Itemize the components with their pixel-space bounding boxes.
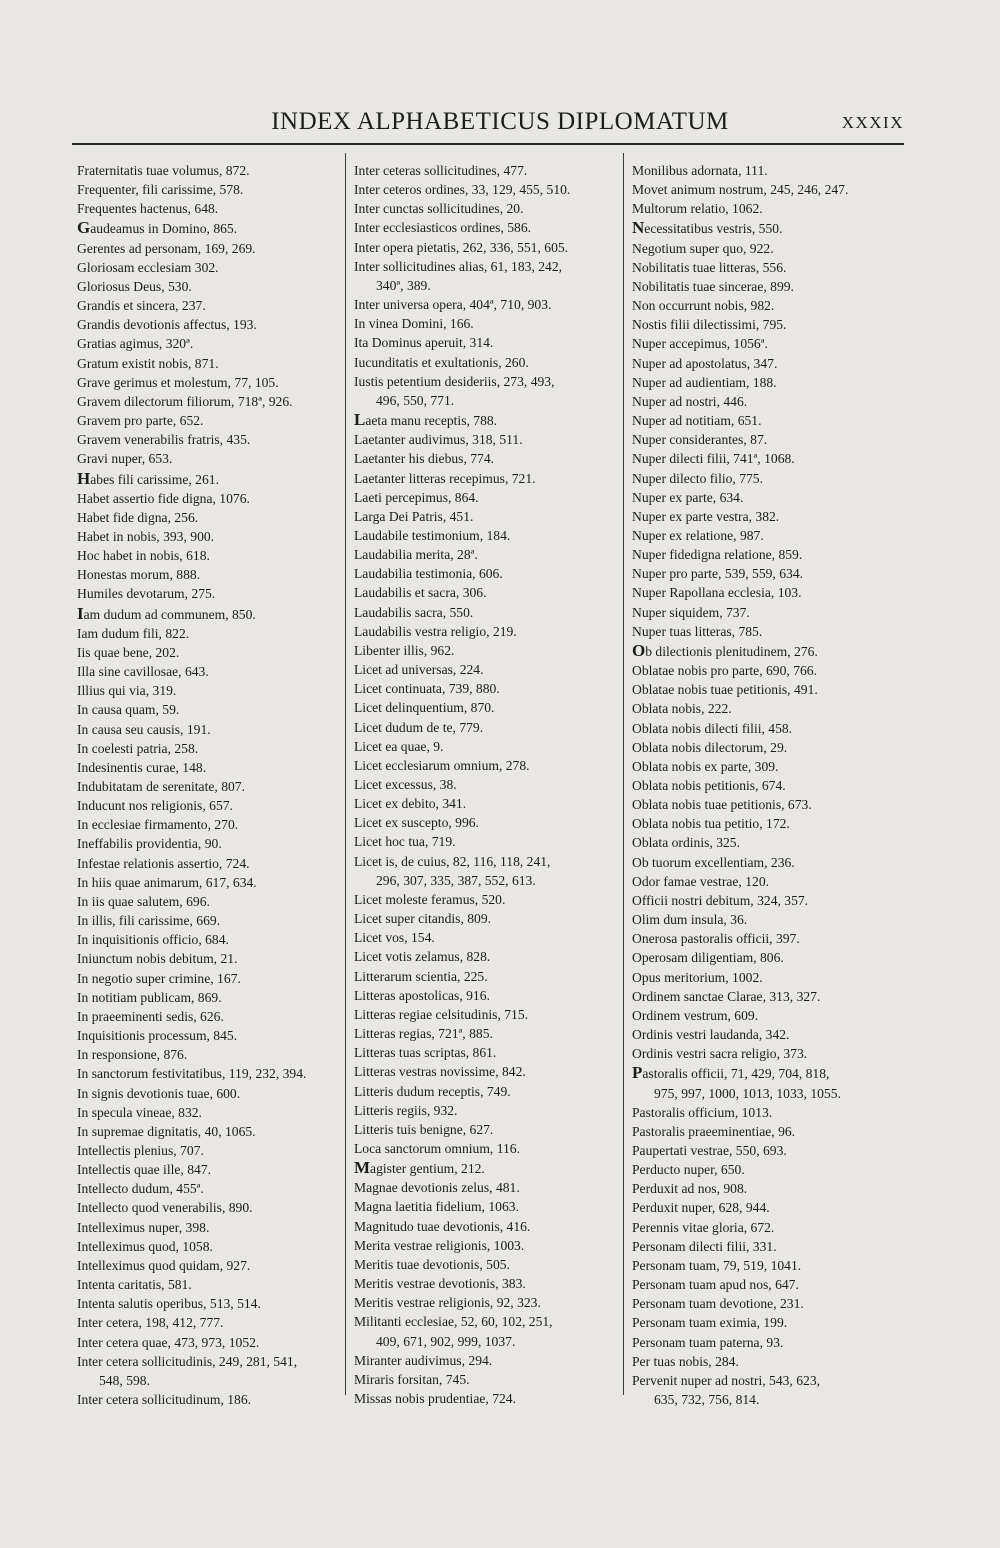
page-title: INDEX ALPHABETICUS DIPLOMATUM (271, 108, 729, 135)
index-entry: Nostis filii dilectissimi, 795. (632, 317, 787, 333)
index-entry: 496, 550, 771. (376, 392, 455, 408)
index-entry: Nuper fidedigna relatione, 859. (632, 547, 803, 563)
index-entry: Intenta salutis operibus, 513, 514. (77, 1296, 261, 1312)
index-entry: Pervenit nuper ad nostri, 543, 623, (632, 1372, 821, 1388)
index-entry: In coelesti patria, 258. (77, 740, 199, 756)
index-entry: Iis quae bene, 202. (77, 644, 180, 660)
index-entry: Movet animum nostrum, 245, 246, 247. (632, 182, 849, 198)
index-entry: Ita Dominus aperuit, 314. (354, 335, 494, 351)
index-entry: Laudabile testimonium, 184. (354, 527, 511, 543)
index-entry: Gravem pro parte, 652. (77, 413, 204, 429)
index-entry: Magna laetitia fidelium, 1063. (354, 1199, 519, 1215)
index-entry: Inter ceteras sollicitudines, 477. (354, 163, 528, 178)
index-entry: Oblata nobis dilectorum, 29. (632, 739, 788, 755)
index-entry: Iucunditatis et exultationis, 260. (354, 354, 529, 370)
index-entry: Iustis petentium desideriis, 273, 493, (354, 373, 555, 389)
index-entry: Gravem dilectorum filiorum, 718ª, 926. (77, 393, 293, 409)
index-entry: Opus meritorium, 1002. (632, 969, 763, 985)
index-entry: Licet ad universas, 224. (354, 662, 484, 678)
index-entry: Inter cunctas sollicitudines, 20. (354, 201, 524, 217)
index-entry: Nobilitatis tuae litteras, 556. (632, 259, 787, 275)
index-entry: Nuper Rapollana ecclesia, 103. (632, 585, 802, 601)
index-entry: In inquisitionis officio, 684. (77, 932, 229, 948)
index-entry: 296, 307, 335, 387, 552, 613. (376, 872, 536, 888)
index-entry: Monilibus adornata, 111. (632, 163, 768, 178)
index-entry: Magister gentium, 212. (354, 1158, 485, 1178)
index-entry: In negotio super crimine, 167. (77, 970, 241, 986)
index-entry: Laudabilis sacra, 550. (354, 604, 474, 620)
index-entry: Litterarum scientia, 225. (354, 968, 488, 984)
index-entry: Frequenter, fili carissime, 578. (77, 182, 244, 198)
index-entry: Merita vestrae religionis, 1003. (354, 1237, 525, 1253)
index-entry: Ob dilectionis plenitudinem, 276. (632, 640, 818, 660)
index-entry: Laudabilia testimonia, 606. (354, 566, 503, 582)
index-entry: Licet continuata, 739, 880. (354, 681, 500, 697)
index-entry: Inter cetera quae, 473, 973, 1052. (77, 1334, 260, 1350)
index-entry: Litteras tuas scriptas, 861. (354, 1045, 497, 1061)
index-entry: Litteras regias, 721ª, 885. (354, 1026, 493, 1042)
index-entry: Multorum relatio, 1062. (632, 201, 763, 217)
index-entry: Habet fide digna, 256. (77, 509, 199, 525)
index-entry: Illius qui via, 319. (77, 683, 177, 699)
index-entry: Onerosa pastoralis officii, 397. (632, 931, 800, 947)
index-entry: Litteris dudum receptis, 749. (354, 1083, 511, 1099)
index-entry: Licet ecclesiarum omnium, 278. (354, 757, 530, 773)
index-entry: Illa sine cavillosae, 643. (77, 664, 209, 680)
index-entry: Gravi nuper, 653. (77, 451, 173, 467)
index-entry: Nuper ex parte, 634. (632, 489, 744, 505)
index-entry: Habes fili carissime, 261. (77, 468, 219, 488)
index-entry: Miraris forsitan, 745. (354, 1371, 470, 1387)
index-entry: Ordinis vestri laudanda, 342. (632, 1027, 790, 1043)
index-entry: In ecclesiae firmamento, 270. (77, 817, 239, 833)
index-entry: Laudabilis et sacra, 306. (354, 585, 487, 601)
index-entry: Laudabilis vestra religio, 219. (354, 623, 517, 639)
index-entry: Litteris tuis benigne, 627. (354, 1121, 494, 1137)
index-entry: Habet in nobis, 393, 900. (77, 528, 215, 544)
index-entry: Inter ecclesiasticos ordines, 586. (354, 220, 532, 236)
index-entry: Licet dudum de te, 779. (354, 719, 484, 735)
index-entry: Oblatae nobis tuae petitionis, 491. (632, 682, 818, 698)
page-number: XXXIX (841, 113, 904, 132)
index-entry: In supremae dignitatis, 40, 1065. (77, 1123, 256, 1139)
index-entry: In vinea Domini, 166. (354, 316, 474, 332)
index-entry: In sanctorum festivitatibus, 119, 232, 394. (77, 1066, 307, 1082)
index-entry: Personam tuam eximia, 199. (632, 1315, 788, 1331)
index-entry: Olim dum insula, 36. (632, 912, 748, 928)
index-entry: Ordinem sanctae Clarae, 313, 327. (632, 988, 821, 1004)
index-entry: Nuper siquidem, 737. (632, 604, 750, 620)
index-entry: Litteras regiae celsitudinis, 715. (354, 1006, 529, 1022)
index-entry: Personam tuam, 79, 519, 1041. (632, 1257, 802, 1273)
index-entry: Grandis et sincera, 237. (77, 298, 206, 314)
index-entry: Humiles devotarum, 275. (77, 586, 216, 602)
index-entry: Nuper dilecti filii, 741ª, 1068. (632, 451, 795, 467)
index-entry: Iniunctum nobis debitum, 21. (77, 951, 238, 967)
index-entry: Personam dilecti filii, 331. (632, 1238, 777, 1254)
index-entry: Frequentes hactenus, 648. (77, 201, 219, 217)
index-entry: In iis quae salutem, 696. (77, 893, 210, 909)
index-entry: 975, 997, 1000, 1013, 1033, 1055. (654, 1085, 841, 1101)
index-entry: Magnitudo tuae devotionis, 416. (354, 1218, 531, 1234)
index-entry: Ineffabilis providentia, 90. (77, 836, 222, 852)
index-column-2 (354, 161, 616, 1408)
index-entry: Inter universa opera, 404ª, 710, 903. (354, 297, 552, 313)
index-entry: Habet assertio fide digna, 1076. (77, 490, 250, 506)
index-entry: Licet is, de cuius, 82, 116, 118, 241, (354, 853, 551, 869)
index-entry: Nuper ex parte vestra, 382. (632, 508, 780, 524)
index-entry: Fraternitatis tuae volumus, 872. (77, 163, 250, 178)
index-entry: Hoc habet in nobis, 618. (77, 548, 210, 564)
index-entry: Licet ex suscepto, 996. (354, 815, 479, 831)
index-entry: Litteras vestras novissime, 842. (354, 1064, 526, 1080)
index-entry: Ob tuorum excellentiam, 236. (632, 854, 795, 870)
index-entry: Inter cetera, 198, 412, 777. (77, 1315, 224, 1331)
index-entry: Inducunt nos religionis, 657. (77, 798, 233, 814)
index-entry: Nuper dilecto filio, 775. (632, 470, 763, 486)
index-entry: Gratum existit nobis, 871. (77, 355, 219, 371)
index-entry: 548, 598. (99, 1372, 150, 1388)
index-entry: Intellecto dudum, 455ª. (77, 1181, 204, 1197)
index-entry: Oblata nobis dilecti filii, 458. (632, 720, 793, 736)
index-entry: Intelleximus nuper, 398. (77, 1219, 210, 1235)
index-entry: Magnae devotionis zelus, 481. (354, 1180, 520, 1196)
index-entry: 635, 732, 756, 814. (654, 1392, 760, 1407)
index-entry: Paupertati vestrae, 550, 693. (632, 1142, 787, 1158)
index-entry: Licet moleste feramus, 520. (354, 891, 506, 907)
index-entry: Larga Dei Patris, 451. (354, 508, 474, 524)
page-header (0, 108, 1000, 138)
index-entry: Licet excessus, 38. (354, 777, 457, 792)
index-entry: In causa quam, 59. (77, 702, 180, 718)
index-entry: Personam tuam devotione, 231. (632, 1296, 804, 1312)
index-entry: Loca sanctorum omnium, 116. (354, 1140, 520, 1156)
index-entry: Inter opera pietatis, 262, 336, 551, 605. (354, 239, 569, 255)
index-entry: Gratias agimus, 320ª. (77, 336, 194, 352)
index-entry: Ordinis vestri sacra religio, 373. (632, 1046, 808, 1062)
index-entry: Perennis vitae gloria, 672. (632, 1219, 775, 1235)
index-entry: Laetanter audivimus, 318, 511. (354, 432, 523, 448)
index-entry: Inquisitionis processum, 845. (77, 1028, 238, 1044)
index-entry: In responsione, 876. (77, 1047, 188, 1063)
index-entry: Laetanter litteras recepimus, 721. (354, 470, 536, 486)
index-entry: Licet hoc tua, 719. (354, 834, 456, 850)
column-divider (345, 153, 346, 1395)
index-entry: Officii nostri debitum, 324, 357. (632, 892, 809, 908)
index-entry: Gloriosus Deus, 530. (77, 278, 192, 294)
index-entry: Oblatae nobis pro parte, 690, 766. (632, 663, 817, 679)
index-entry: Litteras apostolicas, 916. (354, 987, 490, 1003)
index-entry: Infestae relationis assertio, 724. (77, 855, 250, 871)
index-entry: Nuper ad nostri, 446. (632, 393, 748, 409)
index-entry: Licet super citandis, 809. (354, 911, 492, 927)
index-entry: Meritis tuae devotionis, 505. (354, 1256, 510, 1272)
index-entry: Nuper pro parte, 539, 559, 634. (632, 566, 804, 582)
index-entry: Oblata nobis tua petitio, 172. (632, 816, 790, 832)
index-entry: Inter sollicitudines alias, 61, 183, 242, (354, 258, 563, 274)
index-entry: Intellectis quae ille, 847. (77, 1162, 212, 1178)
index-entry: In notitiam publicam, 869. (77, 989, 222, 1005)
index-entry: Perduxit nuper, 628, 944. (632, 1200, 770, 1216)
index-entry: Nuper considerantes, 87. (632, 432, 768, 448)
index-entry: Personam tuam apud nos, 647. (632, 1277, 799, 1293)
index-entry: Gravem venerabilis fratris, 435. (77, 432, 251, 448)
index-entry: Iam dudum ad communem, 850. (77, 603, 256, 623)
index-entry: Pastoralis officii, 71, 429, 704, 818, (632, 1063, 830, 1083)
index-entry: Meritis vestrae religionis, 92, 323. (354, 1295, 541, 1311)
index-entry: In praeeminenti sedis, 626. (77, 1008, 224, 1024)
index-entry: Nuper ad apostolatus, 347. (632, 355, 778, 371)
index-entry: Missas nobis prudentiae, 724. (354, 1391, 516, 1406)
index-entry: Nuper accepimus, 1056ª. (632, 336, 768, 352)
index-entry: Inter cetera sollicitudinum, 186. (77, 1392, 252, 1407)
index-entry: Licet vos, 154. (354, 930, 435, 946)
index-entry: Intellectis plenius, 707. (77, 1142, 204, 1158)
index-entry: Perducto nuper, 650. (632, 1162, 745, 1178)
index-entry: Inter ceteros ordines, 33, 129, 455, 510. (354, 182, 571, 198)
index-entry: Nuper ad audientiam, 188. (632, 374, 777, 390)
index-entry: Gloriosam ecclesiam 302. (77, 259, 219, 275)
index-entry: Gerentes ad personam, 169, 269. (77, 240, 256, 256)
index-entry: Oblata nobis tuae petitionis, 673. (632, 797, 812, 813)
index-entry: Pastoralis officium, 1013. (632, 1104, 773, 1120)
index-entry: In specula vineae, 832. (77, 1104, 202, 1120)
index-entry: 409, 671, 902, 999, 1037. (376, 1333, 516, 1349)
index-entry: Laudabilia merita, 28ª. (354, 547, 478, 563)
index-entry: Oblata nobis ex parte, 309. (632, 758, 779, 774)
index-entry: Negotium super quo, 922. (632, 240, 774, 256)
index-entry: Indesinentis curae, 148. (77, 759, 207, 775)
index-entry: Personam tuam paterna, 93. (632, 1334, 784, 1350)
index-column-1 (77, 161, 339, 1409)
index-entry: In signis devotionis tuae, 600. (77, 1085, 241, 1101)
index-entry: 340ª, 389. (376, 277, 431, 293)
index-entry: Meritis vestrae devotionis, 383. (354, 1276, 526, 1292)
index-entry: In hiis quae animarum, 617, 634. (77, 874, 257, 890)
index-entry: Indubitatam de serenitate, 807. (77, 779, 245, 794)
index-entry: Pastoralis praeeminentiae, 96. (632, 1123, 796, 1139)
index-entry: Miranter audivimus, 294. (354, 1352, 493, 1368)
index-entry: Licet ea quae, 9. (354, 738, 444, 754)
index-entry: Licet votis zelamus, 828. (354, 949, 491, 965)
index-entry: In illis, fili carissime, 669. (77, 913, 221, 929)
index-entry: Militanti ecclesiae, 52, 60, 102, 251, (354, 1314, 553, 1330)
index-entry: Per tuas nobis, 284. (632, 1353, 739, 1369)
index-entry: Nuper ad notitiam, 651. (632, 413, 762, 429)
index-entry: Odor famae vestrae, 120. (632, 873, 770, 889)
index-entry: Nuper ex relatione, 987. (632, 527, 764, 543)
index-entry: Libenter illis, 962. (354, 642, 455, 658)
index-entry: Laeti percepimus, 864. (354, 489, 479, 505)
index-entry: Oblata ordinis, 325. (632, 835, 740, 851)
index-entry: Litteris regiis, 932. (354, 1102, 458, 1118)
column-divider (623, 153, 624, 1395)
index-entry: Nobilitatis tuae sincerae, 899. (632, 278, 794, 294)
index-entry: Honestas morum, 888. (77, 567, 201, 583)
index-entry: Necessitatibus vestris, 550. (632, 218, 783, 238)
index-entry: In causa seu causis, 191. (77, 721, 211, 737)
index-entry: Inter cetera sollicitudinis, 249, 281, 541, (77, 1353, 298, 1369)
index-entry: Iam dudum fili, 822. (77, 625, 190, 641)
index-entry: Ordinem vestrum, 609. (632, 1007, 759, 1023)
index-entry: Intelleximus quod quidam, 927. (77, 1257, 251, 1273)
header-rule (72, 143, 904, 145)
index-entry: Operosam diligentiam, 806. (632, 950, 784, 966)
index-entry: Non occurrunt nobis, 982. (632, 298, 775, 314)
index-entry: Licet delinquentium, 870. (354, 700, 495, 716)
index-entry: Laetanter his diebus, 774. (354, 451, 495, 467)
index-entry: Intelleximus quod, 1058. (77, 1238, 213, 1254)
index-entry: Grave gerimus et molestum, 77, 105. (77, 374, 279, 390)
index-entry: Intellecto quod venerabilis, 890. (77, 1200, 253, 1216)
index-entry: Nuper tuas litteras, 785. (632, 623, 763, 639)
index-entry: Gaudeamus in Domino, 865. (77, 218, 238, 238)
index-entry: Oblata nobis, 222. (632, 701, 732, 717)
index-entry: Licet ex debito, 341. (354, 796, 467, 812)
index-entry: Perduxit ad nos, 908. (632, 1181, 748, 1197)
index-entry: Intenta caritatis, 581. (77, 1277, 192, 1293)
index-entry: Grandis devotionis affectus, 193. (77, 317, 257, 333)
index-entry: Laeta manu receptis, 788. (354, 410, 498, 430)
index-entry: Oblata nobis petitionis, 674. (632, 778, 786, 793)
index-column-3 (632, 161, 904, 1409)
